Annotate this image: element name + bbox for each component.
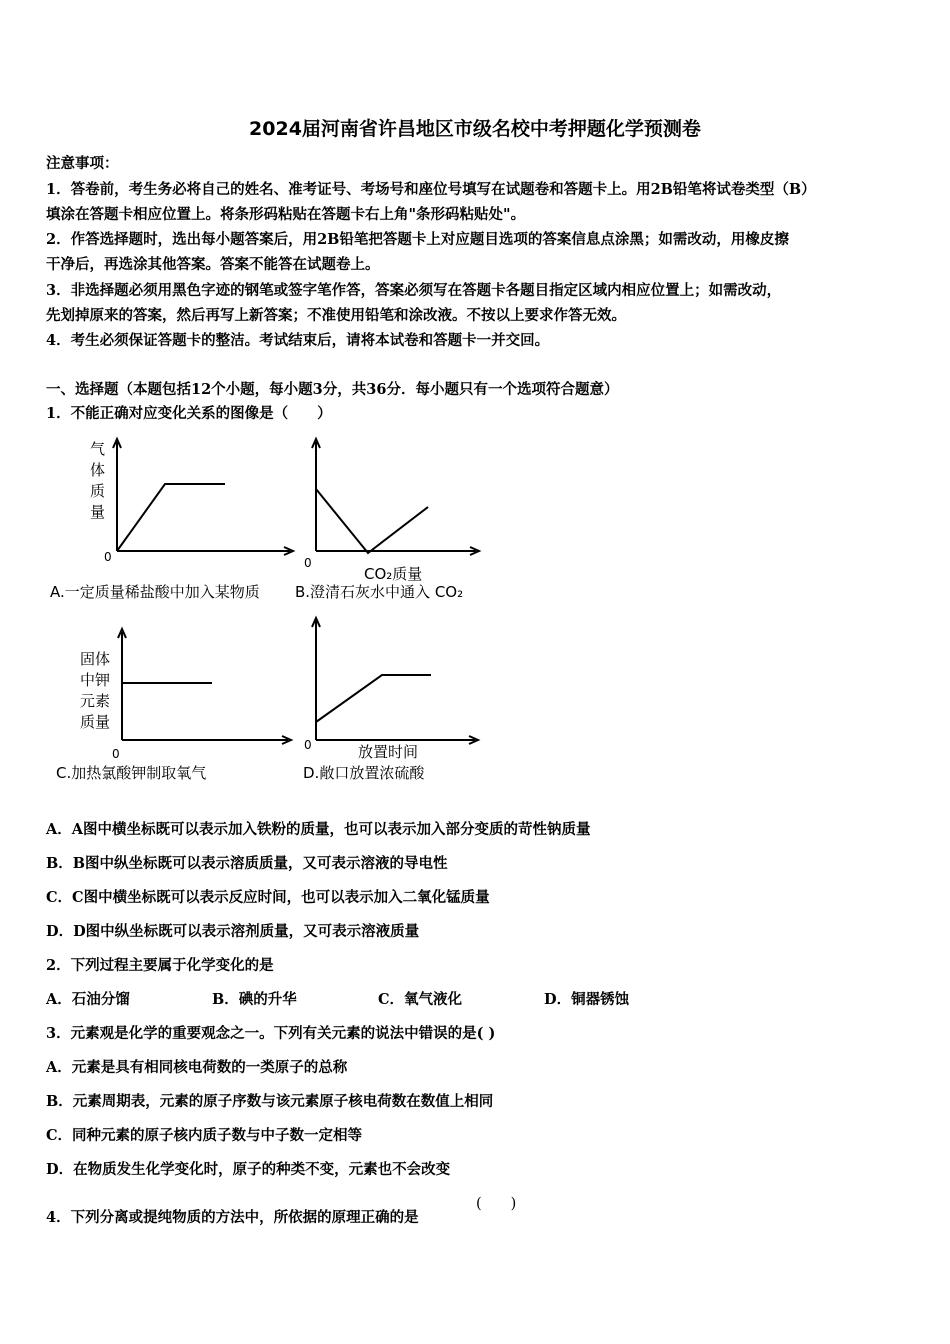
graph-c-ylabel: 中钾 <box>80 671 111 689</box>
graph-a-caption: A.一定质量稀盐酸中加入某物质 <box>50 583 260 601</box>
graph-a-ylabel: 量 <box>90 503 106 521</box>
q2-option-c: C．氧气液化 <box>378 991 463 1008</box>
q1-graphs-figure <box>40 425 500 790</box>
question-1-stem: 1．不能正确对应变化关系的图像是（ ） <box>46 405 332 422</box>
q1-option-c: C．C图中横坐标既可以表示反应时间，也可以表示加入二氧化锰质量 <box>46 889 490 906</box>
graph-a-origin: 0 <box>104 550 112 564</box>
graph-d-origin: 0 <box>304 738 312 752</box>
notes-line: 1．答卷前，考生务必将自己的姓名、准考证号、考场号和座位号填写在试题卷和答题卡上。用2B铅笔将试卷类型（B） <box>46 181 816 198</box>
graph-d-curve <box>316 675 431 722</box>
notes-line: 3．非选择题必须用黑色字迹的钢笔或签字笔作答，答案必须写在答题卡各题目指定区域内相应位置上；如需改动， <box>46 282 782 299</box>
graph-a-ylabel: 质 <box>90 482 106 500</box>
graph-d-xlabel: 放置时间 <box>358 743 419 761</box>
notes-line: 填涂在答题卡相应位置上。将条形码粘贴在答题卡右上角"条形码粘贴处"。 <box>46 206 526 223</box>
section-heading: 一、选择题（本题包括12个小题，每小题3分，共36分．每小题只有一个选项符合题意） <box>46 381 619 398</box>
graph-c-caption: C.加热氯酸钾制取氧气 <box>56 764 207 782</box>
graph-b-xlabel: CO₂质量 <box>364 565 423 583</box>
graph-b-curve <box>316 489 428 553</box>
graph-b-origin: 0 <box>304 556 312 570</box>
graph-a-ylabel: 气 <box>90 440 106 458</box>
notes-line: 干净后，再选涂其他答案。答案不能答在试题卷上。 <box>46 256 380 273</box>
q3-option-d: D．在物质发生化学变化时，原子的种类不变，元素也不会改变 <box>46 1161 451 1178</box>
graph-c-origin: 0 <box>112 747 120 761</box>
q3-option-b: B．元素周期表，元素的原子序数与该元素原子核电荷数在数值上相同 <box>46 1093 494 1110</box>
graph-c-ylabel: 元素 <box>80 692 111 710</box>
page-title: 2024届河南省许昌地区市级名校中考押题化学预测卷 <box>249 118 701 140</box>
question-4-stem: 4．下列分离或提纯物质的方法中，所依据的原理正确的是 <box>46 1209 419 1226</box>
q1-option-d: D．D图中纵坐标既可以表示溶剂质量，又可表示溶液质量 <box>46 923 420 940</box>
graph-b-caption: B.澄清石灰水中通入 CO₂ <box>295 583 464 601</box>
graph-a-ylabel: 体 <box>90 461 106 479</box>
question-4-paren: ( ) <box>476 1196 517 1212</box>
graph-a-curve <box>117 484 225 551</box>
notes-line: 先划掉原来的答案，然后再写上新答案；不准使用铅笔和涂改液。不按以上要求作答无效。 <box>46 307 626 324</box>
q2-option-b: B．碘的升华 <box>212 991 297 1008</box>
graph-d-caption: D.敞口放置浓硫酸 <box>303 764 425 782</box>
q1-option-b: B．B图中纵坐标既可以表示溶质质量，又可表示溶液的导电性 <box>46 855 448 872</box>
question-3-stem: 3．元素观是化学的重要观念之一。下列有关元素的说法中错误的是( ) <box>46 1025 496 1042</box>
graph-c-ylabel: 固体 <box>80 650 111 668</box>
q1-option-a: A．A图中横坐标既可以表示加入铁粉的质量，也可以表示加入部分变质的苛性钠质量 <box>46 821 591 838</box>
q3-option-a: A．元素是具有相同核电荷数的一类原子的总称 <box>46 1059 348 1076</box>
q2-option-d: D．铜器锈蚀 <box>544 991 630 1008</box>
q2-option-a: A．石油分馏 <box>46 991 130 1008</box>
q3-option-c: C．同种元素的原子核内质子数与中子数一定相等 <box>46 1127 363 1144</box>
q2-options-row <box>46 988 710 1009</box>
graph-c-ylabel: 质量 <box>80 713 111 731</box>
notes-line: 2．作答选择题时，选出每小题答案后，用2B铅笔把答题卡上对应题目选项的答案信息点涂黑；如需改动，用橡皮擦 <box>46 231 789 248</box>
question-2-stem: 2．下列过程主要属于化学变化的是 <box>46 957 274 974</box>
notes-heading: 注意事项： <box>46 155 119 172</box>
notes-line: 4．考生必须保证答题卡的整洁。考试结束后，请将本试卷和答题卡一并交回。 <box>46 332 550 349</box>
